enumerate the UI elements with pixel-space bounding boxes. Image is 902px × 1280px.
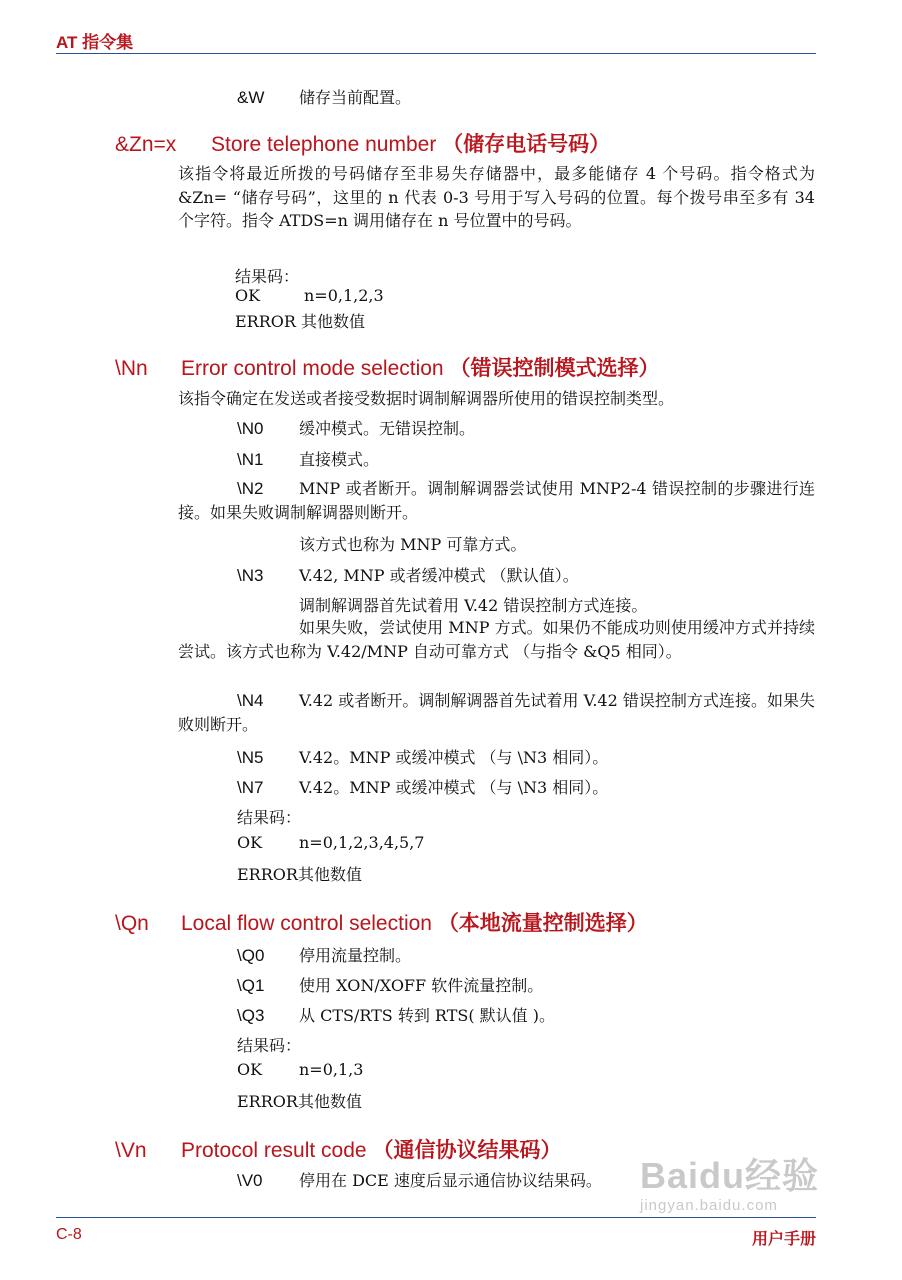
cmd-code: \N2 bbox=[237, 479, 264, 498]
n3-note-2: 如果失败，尝试使用 MNP 方式。如果仍不能成功则使用缓冲方式并持续尝试。该方式也称为 V.42/MNP 自动可靠方式 （与指令 &Q5 相同）。 bbox=[178, 618, 815, 661]
cmd-row-n5 bbox=[237, 745, 608, 768]
section-zh-title: （错误控制模式选择） bbox=[449, 357, 660, 380]
cmd-desc: V.42, MNP 或者缓冲模式 （默认值）。 bbox=[299, 566, 579, 585]
watermark-brand: Baidu经验 bbox=[640, 1155, 820, 1196]
section-title: Error control mode selection bbox=[181, 357, 444, 380]
nn-ok-value: n=0,1,2,3,4,5,7 bbox=[299, 833, 425, 852]
cmd-code: \N5 bbox=[237, 748, 264, 767]
cmd-code: \N3 bbox=[237, 566, 264, 585]
cmd-row-q0 bbox=[237, 943, 411, 966]
section-zh-title: （通信协议结果码） bbox=[372, 1139, 562, 1162]
nn-intro: 该指令确定在发送或者接受数据时调制解调器所使用的错误控制类型。 bbox=[178, 389, 675, 408]
cmd-desc: 储存当前配置。 bbox=[299, 88, 412, 107]
cmd-row-n3 bbox=[237, 563, 579, 586]
qn-error: ERROR其他数值 bbox=[237, 1092, 362, 1111]
cmd-code: \Q3 bbox=[237, 1006, 265, 1025]
nn-ok-label: OK bbox=[237, 833, 263, 852]
cmd-code: &W bbox=[237, 88, 265, 107]
footer-rule bbox=[56, 1217, 816, 1218]
cmd-code: \Q1 bbox=[237, 976, 265, 995]
zn-description: 该指令将最近所拨的号码储存至非易失存储器中，最多能储存 4 个号码。指令格式为 &Zn= “储存号码”，这里的 n 代表 0-3 号用于写入号码的位置。每个拨号串至多有 34 个字符。指令 ATDS=n 调用储存在 n 号位置中的号码。 bbox=[178, 164, 815, 230]
cmd-row-n7 bbox=[237, 775, 608, 798]
cmd-desc: V.42 或者断开。调制解调器首先试着用 V.42 错误控制方式连接。如果失败则断开。 bbox=[178, 691, 815, 734]
cmd-row-v0 bbox=[237, 1168, 602, 1191]
section-cmd: \Vn bbox=[115, 1139, 147, 1162]
cmd-desc: 停用在 DCE 速度后显示通信协议结果码。 bbox=[299, 1171, 602, 1190]
qn-ok-label: OK bbox=[237, 1060, 263, 1079]
cmd-code: \N1 bbox=[237, 450, 264, 469]
cmd-row-n2 bbox=[178, 477, 815, 524]
zn-result-label: 结果码： bbox=[235, 267, 300, 286]
cmd-row-q3 bbox=[237, 1003, 555, 1026]
watermark-url: jingyan.baidu.com bbox=[640, 1197, 778, 1214]
section-zh-title: （储存电话号码） bbox=[442, 133, 611, 156]
cmd-code: \V0 bbox=[237, 1171, 263, 1190]
cmd-row-w bbox=[237, 85, 411, 108]
footer-page-number: C-8 bbox=[56, 1226, 82, 1243]
n3-note-1: 调制解调器首先试着用 V.42 错误控制方式连接。 bbox=[299, 596, 648, 615]
page-header-title: AT 指令集 bbox=[56, 33, 134, 52]
nn-error: ERROR其他数值 bbox=[237, 865, 362, 884]
cmd-code: \N4 bbox=[237, 691, 264, 710]
section-title: Local flow control selection bbox=[181, 912, 432, 935]
zn-ok-label: OK bbox=[235, 286, 261, 305]
section-title: Store telephone number bbox=[211, 133, 437, 156]
cmd-row-n4 bbox=[178, 689, 815, 736]
header-rule bbox=[56, 53, 816, 54]
section-cmd: \Qn bbox=[115, 912, 149, 935]
baidu-watermark bbox=[640, 1148, 819, 1214]
cmd-row-n0 bbox=[237, 416, 475, 439]
cmd-code: \Q0 bbox=[237, 946, 265, 965]
section-heading-nn bbox=[115, 352, 659, 382]
cmd-desc: 停用流量控制。 bbox=[299, 946, 412, 965]
footer-manual-title: 用户手册 bbox=[751, 1231, 816, 1248]
cmd-desc: 从 CTS/RTS 转到 RTS( 默认值 )。 bbox=[299, 1006, 555, 1025]
cmd-code: \N7 bbox=[237, 778, 264, 797]
section-zh-title: （本地流量控制选择） bbox=[437, 912, 648, 935]
n2-note: 该方式也称为 MNP 可靠方式。 bbox=[299, 535, 527, 554]
cmd-row-n1 bbox=[237, 447, 379, 470]
section-title: Protocol result code bbox=[181, 1139, 367, 1162]
section-cmd: &Zn=x bbox=[115, 133, 177, 156]
section-heading-qn bbox=[115, 907, 648, 937]
cmd-code: \N0 bbox=[237, 419, 264, 438]
qn-ok-value: n=0,1,3 bbox=[299, 1060, 364, 1079]
cmd-desc: V.42。MNP 或缓冲模式 （与 \N3 相同）。 bbox=[299, 748, 609, 767]
nn-result-label: 结果码： bbox=[237, 808, 302, 827]
cmd-desc: MNP 或者断开。调制解调器尝试使用 MNP2-4 错误控制的步骤进行连接。如果失败调制解调器则断开。 bbox=[178, 479, 815, 522]
section-heading-zn bbox=[115, 128, 610, 158]
cmd-desc: 使用 XON/XOFF 软件流量控制。 bbox=[299, 976, 544, 995]
cmd-desc: 缓冲模式。无错误控制。 bbox=[299, 419, 476, 438]
cmd-desc: V.42。MNP 或缓冲模式 （与 \N3 相同）。 bbox=[299, 778, 609, 797]
section-heading-vn bbox=[115, 1134, 561, 1164]
qn-result-label: 结果码： bbox=[237, 1036, 302, 1055]
zn-ok-value: n=0,1,2,3 bbox=[304, 286, 384, 305]
cmd-desc: 直接模式。 bbox=[299, 450, 380, 469]
section-cmd: \Nn bbox=[115, 357, 148, 380]
zn-error: ERROR 其他数值 bbox=[235, 312, 366, 331]
cmd-row-q1 bbox=[237, 973, 543, 996]
